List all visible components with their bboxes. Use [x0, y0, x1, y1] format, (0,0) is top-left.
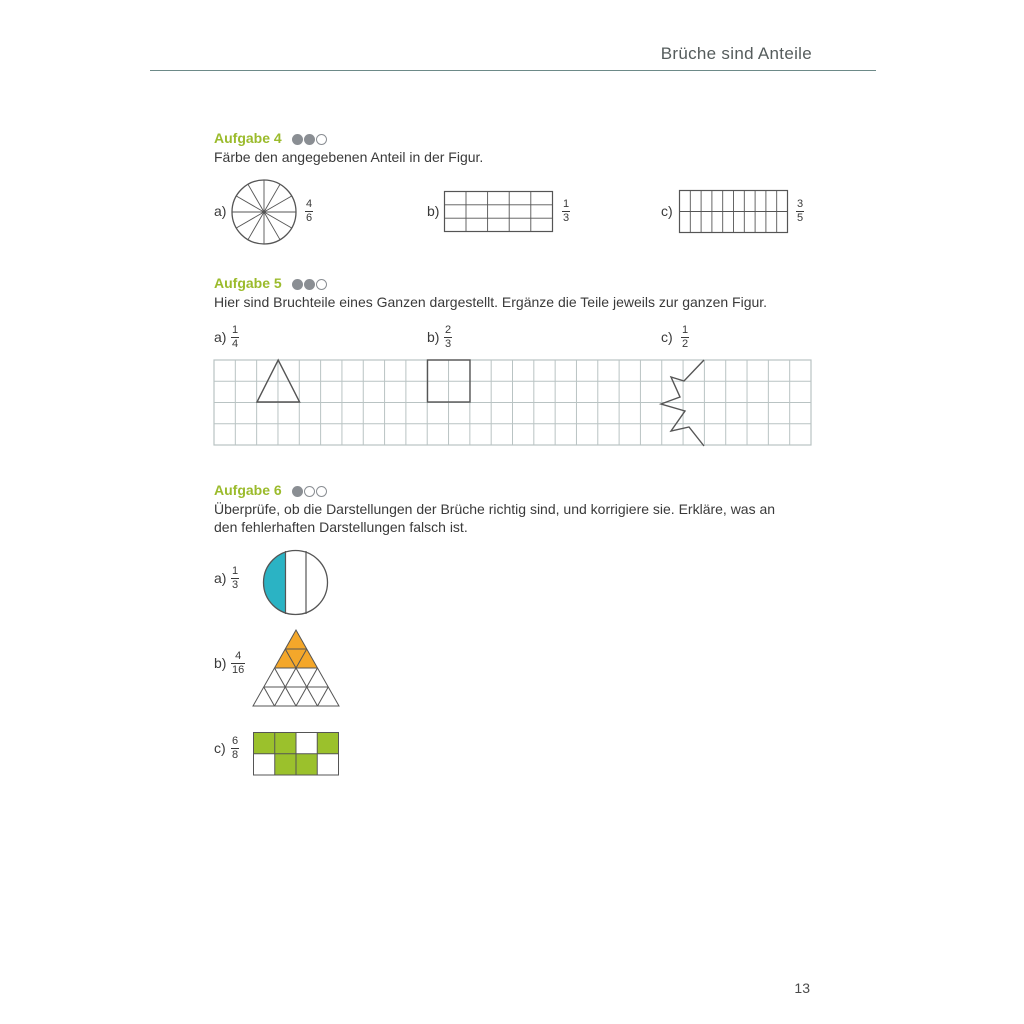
circle-3-strips-figure[interactable]	[262, 549, 329, 616]
fraction-denominator: 3	[232, 579, 239, 591]
rectangle-grid-5x2-figure[interactable]	[444, 191, 553, 232]
fraction-denominator: 16	[232, 664, 245, 676]
task-5-title	[214, 275, 328, 293]
rectangle-8-cells-figure[interactable]	[253, 732, 340, 776]
fraction-numerator: 4	[306, 198, 313, 210]
difficulty-dot-filled	[292, 279, 303, 290]
item-label: b)	[427, 329, 440, 345]
difficulty-dot-filled	[292, 486, 303, 497]
rectangle-grid-10x2-figure[interactable]	[679, 190, 788, 233]
task-5-instruction: Hier sind Bruchteile eines Ganzen dargestellt. Ergänze die Teile jeweils zur ganzen Figur.	[214, 294, 768, 310]
item-label: c)	[214, 740, 226, 756]
task-6-title	[214, 482, 328, 500]
item-label: b)	[427, 203, 440, 219]
fraction-numerator: 1	[232, 324, 239, 336]
task-6-heading: Aufgabe 6	[214, 482, 282, 498]
fraction-denominator: 4	[232, 338, 239, 350]
task-6-instruction-line-2: den fehlerhaften Darstellungen falsch ist.	[214, 519, 468, 535]
task-5-heading: Aufgabe 5	[214, 275, 282, 291]
task-4-title	[214, 130, 328, 148]
fraction	[305, 199, 313, 224]
item-label: a)	[214, 203, 227, 219]
difficulty-dots	[292, 277, 328, 293]
difficulty-dot-empty	[316, 134, 327, 145]
fraction	[231, 325, 239, 350]
item-label: a)	[214, 329, 227, 345]
difficulty-dot-empty	[316, 486, 327, 497]
item-label: c)	[661, 203, 673, 219]
page-number: 13	[794, 980, 810, 996]
fraction-numerator: 1	[232, 565, 239, 577]
difficulty-dot-empty	[304, 486, 315, 497]
difficulty-dots	[292, 132, 328, 148]
fraction	[681, 325, 689, 350]
fraction	[444, 325, 452, 350]
circle-12-sectors-figure[interactable]	[231, 179, 297, 245]
difficulty-dots	[292, 484, 328, 500]
difficulty-dot-filled	[304, 279, 315, 290]
task-4-heading: Aufgabe 4	[214, 130, 282, 146]
fraction-numerator: 6	[232, 735, 239, 747]
fraction-numerator: 1	[563, 198, 570, 210]
fraction	[796, 199, 804, 224]
fraction	[231, 566, 239, 591]
fraction	[231, 651, 245, 676]
fraction-denominator: 2	[682, 338, 689, 350]
fraction-numerator: 2	[445, 324, 452, 336]
task-6-instruction	[214, 500, 775, 536]
squared-grid-workspace[interactable]	[213, 359, 813, 447]
page-header-title: Brüche sind Anteile	[660, 44, 812, 63]
fraction	[562, 199, 570, 224]
fraction-denominator: 3	[445, 338, 452, 350]
header-divider	[150, 70, 876, 71]
task-4-instruction: Färbe den angegebenen Anteil in der Figur.	[214, 149, 484, 165]
fraction-numerator: 4	[235, 650, 242, 662]
fraction	[231, 736, 239, 761]
difficulty-dot-filled	[292, 134, 303, 145]
task-6-instruction-line-1: Überprüfe, ob die Darstellungen der Brüche richtig sind, und korrigiere sie. Erkläre, was an	[214, 501, 776, 517]
difficulty-dot-filled	[304, 134, 315, 145]
triangle-16-parts-figure[interactable]	[252, 629, 340, 707]
fraction-numerator: 1	[682, 324, 689, 336]
item-label: a)	[214, 570, 227, 586]
difficulty-dot-empty	[316, 279, 327, 290]
fraction-denominator: 6	[306, 212, 313, 224]
fraction-numerator: 3	[797, 198, 804, 210]
fraction-denominator: 5	[797, 212, 804, 224]
item-label: c)	[661, 329, 673, 345]
fraction-denominator: 8	[232, 749, 239, 761]
fraction-denominator: 3	[563, 212, 570, 224]
item-label: b)	[214, 655, 227, 671]
